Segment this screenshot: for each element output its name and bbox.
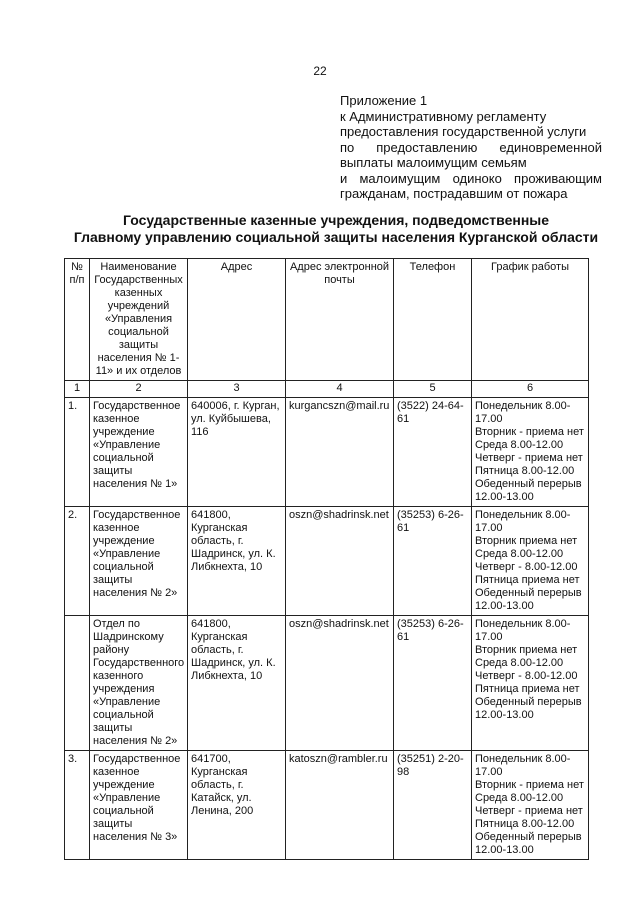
row-phone: (35251) 2-20-98 — [394, 751, 472, 860]
schedule-line: Среда 8.00-12.00 — [475, 548, 564, 560]
schedule-line: Пятница 8.00-12.00 — [475, 818, 575, 830]
table-row — [65, 507, 589, 616]
row-schedule — [472, 398, 589, 507]
schedule-line: Четверг - приема нет — [475, 805, 583, 817]
row-email: oszn@shadrinsk.net — [286, 616, 394, 751]
row-name: Государственное казенное учреждение «Управление социальной защиты населения № 2» — [90, 507, 188, 616]
schedule-line: Понедельник 8.00-17.00 — [475, 509, 571, 534]
row-schedule — [472, 616, 589, 751]
column-number: 6 — [472, 381, 589, 398]
row-name: Государственное казенное учреждение «Управление социальной защиты населения № 3» — [90, 751, 188, 860]
appendix-line: гражданам, пострадавшим от пожара — [340, 186, 568, 201]
row-num: 2. — [65, 507, 90, 616]
appendix-line: к Административному регламенту — [340, 108, 547, 124]
appendix-block — [340, 93, 602, 202]
row-email: katoszn@rambler.ru — [286, 751, 394, 860]
column-number: 5 — [394, 381, 472, 398]
appendix-line: и малоимущим одиноко проживающим — [340, 170, 602, 186]
header-address: Адрес — [188, 259, 286, 381]
row-email: kurgancszn@mail.ru — [286, 398, 394, 507]
column-number: 1 — [65, 381, 90, 398]
title-line: Государственные казенные учреждения, подведомственные — [122, 212, 550, 228]
column-number: 2 — [90, 381, 188, 398]
row-email: oszn@shadrinsk.net — [286, 507, 394, 616]
schedule-line: Пятница приема нет — [475, 683, 580, 695]
row-schedule — [472, 751, 589, 860]
appendix-line: выплаты малоимущим семьям — [340, 155, 527, 170]
table-header-row — [65, 259, 589, 381]
appendix-line: Приложение 1 — [340, 93, 428, 108]
row-name: Отдел по Шадринскому району Государственного казенного учреждения «Управление социальной защиты населения № 2» — [90, 616, 188, 751]
column-number: 3 — [188, 381, 286, 398]
schedule-line: Среда 8.00-12.00 — [475, 439, 564, 451]
schedule-line: Понедельник 8.00-17.00 — [475, 618, 571, 643]
row-address: 641800, Курганская область, г. Шадринск, ул. К. Либкнехта, 10 — [188, 507, 286, 616]
schedule-line: Вторник приема нет — [475, 535, 578, 547]
institutions-table — [64, 258, 589, 860]
document-title — [40, 212, 632, 246]
schedule-line: Обеденный перерыв 12.00-13.00 — [475, 696, 582, 721]
row-phone: (3522) 24-64-61 — [394, 398, 472, 507]
schedule-line: Пятница 8.00-12.00 — [475, 465, 575, 477]
column-number-row — [65, 381, 589, 398]
row-num: 3. — [65, 751, 90, 860]
schedule-line: Вторник - приема нет — [475, 426, 584, 438]
schedule-line: Среда 8.00-12.00 — [475, 657, 564, 669]
table-row — [65, 616, 589, 751]
appendix-line: предоставления государственной услуги — [340, 124, 587, 139]
schedule-line: Вторник приема нет — [475, 644, 578, 656]
column-number: 4 — [286, 381, 394, 398]
row-num — [65, 616, 90, 751]
schedule-line: Пятница приема нет — [475, 574, 580, 586]
row-name: Государственное казенное учреждение «Управление социальной защиты населения № 1» — [90, 398, 188, 507]
table-row — [65, 751, 589, 860]
header-name: Наименование Государственных казенных учреждений «Управления социальной защиты населения № 1-11» и их отделов — [90, 259, 188, 381]
schedule-line: Вторник - приема нет — [475, 779, 584, 791]
schedule-line: Четверг - приема нет — [475, 452, 583, 464]
schedule-line: Обеденный перерыв 12.00-13.00 — [475, 478, 582, 503]
row-num: 1. — [65, 398, 90, 507]
row-address: 641800, Курганская область, г. Шадринск, ул. К. Либкнехта, 10 — [188, 616, 286, 751]
appendix-line: по предоставлению единовременной — [340, 139, 602, 155]
row-schedule — [472, 507, 589, 616]
schedule-line: Четверг - 8.00-12.00 — [475, 561, 578, 573]
row-address: 641700, Курганская область, г. Катайск, ул. Ленина, 200 — [188, 751, 286, 860]
title-line: Главному управлению социальной защиты населения Курганской области — [73, 229, 599, 245]
row-phone: (35253) 6-26-61 — [394, 616, 472, 751]
schedule-line: Понедельник 8.00-17.00 — [475, 400, 571, 425]
schedule-line: Понедельник 8.00-17.00 — [475, 753, 571, 778]
schedule-line: Среда 8.00-12.00 — [475, 792, 564, 804]
schedule-line: Обеденный перерыв 12.00-13.00 — [475, 587, 582, 612]
header-phone: Телефон — [394, 259, 472, 381]
page-number: 22 — [313, 64, 327, 78]
table-row — [65, 398, 589, 507]
row-address: 640006, г. Курган, ул. Куйбышева, 116 — [188, 398, 286, 507]
header-schedule: График работы — [472, 259, 589, 381]
row-phone: (35253) 6-26-61 — [394, 507, 472, 616]
schedule-line: Обеденный перерыв 12.00-13.00 — [475, 831, 582, 856]
schedule-line: Четверг - 8.00-12.00 — [475, 670, 578, 682]
header-email: Адрес электронной почты — [286, 259, 394, 381]
header-num: № п/п — [65, 259, 90, 381]
